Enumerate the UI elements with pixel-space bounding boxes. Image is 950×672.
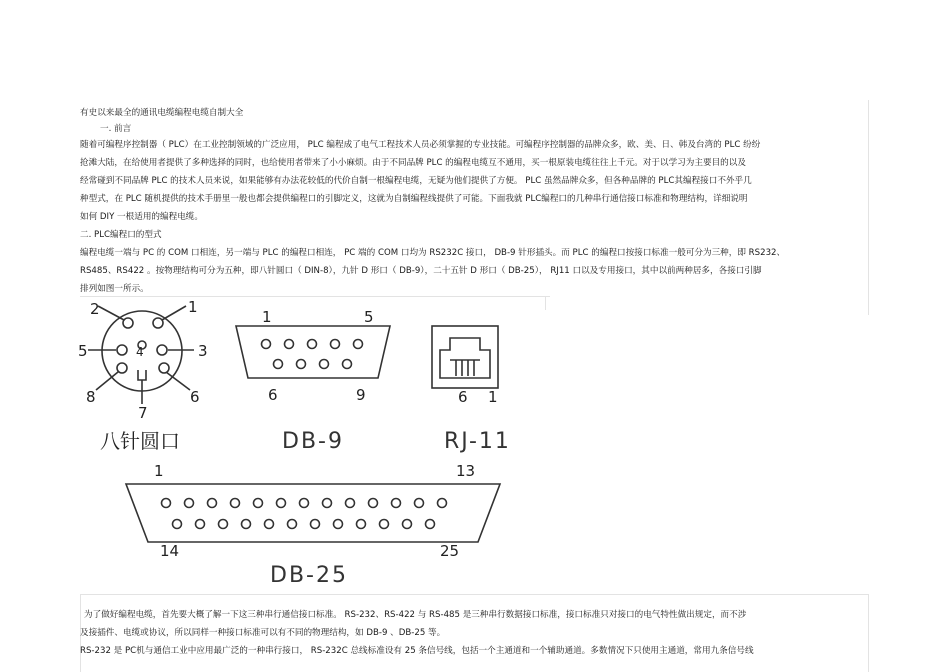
- db9-pin-5: 5: [364, 308, 374, 326]
- para1-line-1: 随着可编程序控制器（ PLC）在工业控制领域的广泛应用， PLC 编程成了电气工程技术人员必须掌握的专业技能。可编程序控制器的品牌众多，欧、美、日、韩及台湾的 PLC 纷纷: [80, 140, 761, 150]
- din8-pin-3: 3: [198, 342, 208, 360]
- rj11-caption: RJ-11: [444, 429, 511, 454]
- para1-line-4: 种型式，在 PLC 随机提供的技术手册里一般也都会提供编程口的引脚定义，这就为自制编程线提供了可能。下面我就 PLC编程口的几种串行通信接口标准和物理结构，详细说明: [80, 194, 748, 204]
- db25-connector-drawing: [126, 484, 500, 542]
- para3-line-3: RS-232 是 PC机与通信工业中应用最广泛的一种串行接口， RS-232C 总线标准设有 25 条信号线，包括一个主通道和一个辅助通道。多数情况下只使用主通道，常用九条信号线: [80, 646, 754, 656]
- din8-pin-7: 7: [138, 404, 148, 422]
- frame-line-figure-top: [80, 296, 550, 297]
- rj11-connector-drawing: [432, 326, 498, 388]
- document-title: 有史以来最全的通讯电缆编程电缆自制大全: [80, 108, 244, 118]
- din8-pin-8: 8: [86, 388, 96, 406]
- din8-caption: 八针圆口: [100, 429, 180, 453]
- db9-pin-1: 1: [262, 308, 272, 326]
- din8-pin-2: 2: [90, 300, 100, 318]
- frame-line-right-top: [868, 100, 869, 315]
- din8-pin-4: 4: [136, 345, 144, 359]
- db25-caption: DB-25: [270, 563, 348, 588]
- frame-line-bottom-right: [868, 594, 869, 672]
- din8-pin-6: 6: [190, 388, 200, 406]
- section-heading-plc-port: 二. PLC编程口的型式: [80, 230, 162, 240]
- din8-pin-1: 1: [188, 298, 198, 316]
- para3-line-1: 为了做好编程电缆，首先要大概了解一下这三种串行通信接口标准。 RS-232、RS-422 与 RS-485 是三种串行数据接口标准，接口标准只对接口的电气特性做出规定，而不涉: [84, 610, 747, 620]
- para1-line-5: 如何 DIY 一根适用的编程电缆。: [80, 212, 203, 222]
- rj11-pin-6: 6: [458, 388, 468, 406]
- db9-pin-9: 9: [356, 386, 366, 404]
- db25-pin-25: 25: [440, 542, 460, 560]
- db25-pin-14: 14: [160, 542, 180, 560]
- connector-pinout-figure: [78, 298, 548, 590]
- para1-line-2: 抢滩大陆，在给使用者提供了多种选择的同时，也给使用者带来了小小麻烦。由于不同品牌 PLC 的编程电缆互不通用，买一根原装电缆往往上千元。对于以学习为主要目的以及: [80, 158, 746, 168]
- db25-pin-1: 1: [154, 462, 164, 480]
- db9-caption: DB-9: [282, 429, 344, 454]
- db9-connector-drawing: [236, 326, 390, 378]
- section-heading-preface: 一. 前言: [100, 124, 132, 134]
- din8-pin-5: 5: [78, 342, 88, 360]
- db25-pin-13: 13: [456, 462, 476, 480]
- para3-line-2: 及接插件、电缆或协议，所以同样一种接口标准可以有不同的物理结构，如 DB-9 、DB-25 等。: [80, 628, 446, 638]
- para1-line-3: 经常碰到不同品牌 PLC 的技术人员来说，如果能够有办法花较低的代价自制一根编程电缆，无疑为他们提供了方便。 PLC 虽然品牌众多，但各种品牌的 PLC其编程接口不外乎几: [80, 176, 752, 186]
- db9-pin-6: 6: [268, 386, 278, 404]
- para2-line-2: RS485、RS422 。按物理结构可分为五种，即八针圆口（ DIN-8），九针 D 形口（ DB-9），二十五针 D 形口（ DB-25）， RJ11 口以及专用接口，其中以前两种居多，各接口引脚: [80, 266, 762, 276]
- frame-line-bottom-top: [80, 594, 869, 595]
- para2-line-1: 编程电缆一端与 PC 的 COM 口相连，另一端与 PLC 的编程口相连， PC 端的 COM 口均为 RS232C 接口， DB-9 针形插头。而 PLC 的编程口按接口标准一般可分为三种，即 RS232、: [80, 248, 786, 258]
- rj11-pin-1: 1: [488, 388, 498, 406]
- para2-line-3: 排列如图一所示。: [80, 284, 149, 294]
